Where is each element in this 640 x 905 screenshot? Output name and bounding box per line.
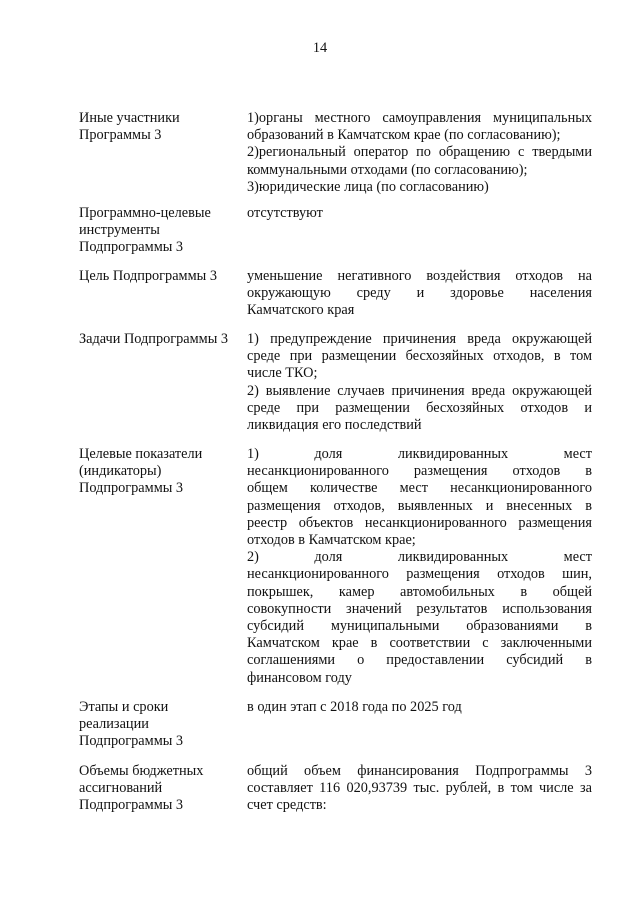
row-program-instruments (79, 205, 594, 257)
value-line: 2)региональный оператор по обращению с твердыми (247, 144, 592, 161)
row-tasks (79, 331, 594, 434)
value-line: финансовом году (247, 669, 352, 686)
row-value (247, 331, 592, 434)
value-line: 1)органы местного самоуправления муниципальных (247, 110, 592, 126)
value-line: общий объем финансирования Подпрограммы 3 (247, 763, 592, 779)
value-line: коммунальными отходами (по согласованию); (247, 161, 528, 178)
value-line: реестр объектов несанкционированного размещения (247, 514, 592, 531)
row-stages-and-terms (79, 699, 594, 751)
value-line: покрышек, камер автомобильных в общей (247, 583, 592, 600)
value-line: отходов в Камчатском крае; (247, 532, 416, 549)
row-budget-allocations (79, 763, 594, 815)
row-target-indicators (79, 446, 594, 687)
value-line: 2) выявление случаев причинения вреда окружающей (247, 382, 592, 399)
value-line: субсидий муниципальными образованиями в (247, 618, 592, 635)
value-line: несанкционированного размещения отходов в (247, 463, 592, 480)
value-line: соглашениями о предоставлении субсидий в (247, 652, 592, 669)
row-value (247, 763, 592, 815)
label-line: Цель Подпрограммы 3 (79, 268, 217, 284)
value-line: окружающую среду и здоровье населения (247, 285, 592, 302)
label-line: Этапы и сроки (79, 699, 169, 715)
value-line: несанкционированного размещения отходов шин, (247, 566, 592, 583)
row-value (247, 699, 592, 751)
label-line: Объемы бюджетных (79, 763, 204, 779)
label-line: Программно-целевые (79, 205, 211, 221)
label-line: Подпрограммы 3 (79, 797, 184, 814)
row-label (79, 205, 247, 257)
value-line: образований в Камчатском крае (по согласованию); (247, 127, 561, 144)
label-line: Целевые показатели (79, 446, 203, 462)
label-line: Задачи Подпрограммы 3 (79, 331, 229, 347)
value-line: 1) предупреждение причинения вреда окружающей (247, 331, 592, 347)
value-line: 1) доля ликвидированных мест (247, 446, 592, 462)
row-label (79, 763, 247, 815)
label-line: инструменты (79, 222, 160, 239)
value-line: числе ТКО; (247, 365, 318, 382)
label-line: реализации (79, 716, 149, 733)
label-line: Подпрограммы 3 (79, 733, 184, 750)
page-number: 14 (312, 40, 328, 56)
value-line: Камчатском крае в соответствии с заключенными (247, 635, 592, 652)
value-line: в один этап с 2018 года по 2025 год (247, 699, 462, 715)
label-line: (индикаторы) (79, 463, 162, 480)
label-line: ассигнований (79, 780, 163, 797)
row-label (79, 699, 247, 751)
value-line: уменьшение негативного воздействия отходов на (247, 268, 592, 284)
value-line: счет средств: (247, 797, 327, 814)
row-value (247, 446, 592, 687)
value-line: общем количестве мест несанкционированного (247, 480, 592, 497)
value-line: 2) доля ликвидированных мест (247, 549, 592, 566)
label-line: Иные участники (79, 110, 180, 126)
row-label (79, 446, 247, 687)
value-line: среде при размещении бесхозяйных отходов, в том (247, 348, 592, 365)
value-line: составляет 116 020,93739 тыс. рублей, в том числе за (247, 780, 592, 797)
row-label (79, 110, 247, 196)
row-other-participants (79, 110, 594, 196)
value-line: Камчатского края (247, 302, 355, 319)
row-value (247, 268, 592, 320)
value-line: 3)юридические лица (по согласованию) (247, 178, 489, 195)
value-line: ликвидация его последствий (247, 417, 422, 434)
row-goal (79, 268, 594, 320)
row-value (247, 205, 592, 257)
label-line: Программы 3 (79, 127, 162, 144)
label-line: Подпрограммы 3 (79, 480, 184, 497)
value-line: отсутствуют (247, 205, 323, 221)
row-label (79, 268, 247, 320)
value-line: среде при размещении бесхозяйных отходов и (247, 399, 592, 416)
row-label (79, 331, 247, 434)
value-line: совокупности значений результатов использования (247, 600, 592, 617)
value-line: размещения отходов, выявленных и внесенных в (247, 497, 592, 514)
row-value (247, 110, 592, 196)
label-line: Подпрограммы 3 (79, 239, 184, 256)
